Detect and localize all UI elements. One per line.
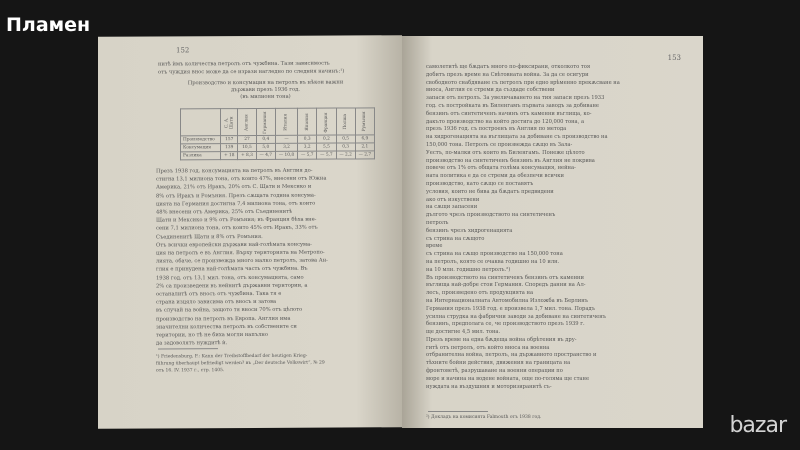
table-header-cell: Германия bbox=[256, 108, 275, 135]
footnote-separator-right bbox=[428, 411, 488, 412]
table-cell: — 2,7 bbox=[355, 151, 374, 159]
table-header-cell: Полша bbox=[336, 108, 355, 135]
text-line: производство на синтетиченъ бензинъ въ Англия не покрива bbox=[426, 157, 595, 164]
table-header-cell: Япония bbox=[298, 108, 317, 135]
table-header-cell: Франция bbox=[317, 108, 336, 135]
table-cell: — 2,2 bbox=[336, 151, 355, 159]
table-cell: 0,3 bbox=[298, 135, 317, 143]
text-line: 48% внесени отъ Америка, 25% отъ Съединенитѣ bbox=[156, 208, 293, 216]
text-line: петролъ bbox=[426, 219, 449, 226]
text-line: тѣхните бойни действия, движения на границата на bbox=[426, 360, 571, 367]
right-page-number: 153 bbox=[667, 54, 681, 62]
table-cell: 3,2 bbox=[275, 143, 297, 151]
text-line: Съединенитѣ Щати и 8% отъ Ромъния. bbox=[156, 233, 263, 241]
table-cell: 139 bbox=[221, 144, 238, 152]
table-cell: 0,4 bbox=[256, 135, 275, 143]
right-body-text bbox=[426, 64, 676, 391]
table-cell: — 5,7 bbox=[298, 151, 317, 159]
text-line: гитѣ отъ петролъ, отъ който вноса на военна bbox=[426, 344, 550, 351]
table-title-line: (въ милиони тона) bbox=[240, 93, 291, 101]
table-cell: 0,3 bbox=[336, 143, 355, 151]
right-page bbox=[402, 36, 703, 428]
text-line: отъ чуждия внос може да се изрази нагледно по следния начинъ:¹) bbox=[158, 68, 345, 76]
text-line: фронтоветѣ, разрушаване на военни операции по bbox=[426, 368, 563, 375]
text-line: територии, но тѣ не биха могли напълно bbox=[156, 331, 269, 339]
text-line: бензинъ, предполага се, че производството презъ 1939 г. bbox=[426, 321, 585, 328]
table-cell: 2,1 bbox=[355, 143, 374, 151]
text-line: на петролъ, която се очаква годишно на 10 илн. bbox=[426, 258, 560, 265]
table-cell: — 4,7 bbox=[256, 151, 275, 159]
text-line: съ стрина на сѫщо производство на 150,000 тона bbox=[426, 251, 563, 258]
text-line: лесъ, произведено отъ продукцията на bbox=[426, 290, 534, 297]
text-line: стигна 13,1 милиона тона, отъ които 47%, внесени отъ Южна bbox=[156, 175, 327, 183]
table-cell: + 8,3 bbox=[238, 151, 256, 159]
table-cell: — 5,7 bbox=[317, 151, 336, 159]
text-line: отбранителна война, петролъ, на държавното пространство и bbox=[426, 352, 597, 359]
text-line: значителни количества петролъ въ собствените си bbox=[156, 323, 297, 331]
text-line: ната политика е да се стреми да обезпечи всички bbox=[426, 173, 564, 180]
table-header-cell bbox=[181, 109, 221, 136]
text-line: на Интернационалната Автомобилна Изложба въ Берлинъ bbox=[426, 297, 588, 304]
text-line: цията на Германия достигна 7,4 милиона тона, отъ които bbox=[156, 200, 316, 208]
text-line: Германия презъ 1938 год. е произвела 1,7 мил. тона. Порадъ bbox=[426, 305, 595, 312]
table-title bbox=[158, 79, 373, 101]
table-cell: 6,9 bbox=[355, 135, 374, 143]
text-line: запаси отъ петролъ. За увеличаването на тия запаси презъ 1933 bbox=[426, 95, 605, 102]
overlay-name-label: Пламен bbox=[6, 14, 91, 36]
text-line: 2% са произведени въ нейнитѣ държавни територии, а bbox=[156, 282, 308, 290]
table-cell: 10,5 bbox=[238, 143, 256, 151]
table-cell: 0,5 bbox=[336, 135, 355, 143]
text-line: ция на петролъ е въ Англия. Върху територията на Метропо- bbox=[156, 249, 325, 257]
text-line: въ случай на война, защото тя вноси 70% отъ цѣлото bbox=[156, 307, 303, 314]
table-row-label: Производство bbox=[181, 136, 221, 144]
text-line: Въ производството на синтетиченъ бензинъ отъ каменни bbox=[426, 274, 584, 281]
table-title-line: Производство и консумация на петролъ въ нѣкои важни bbox=[187, 79, 344, 87]
text-line: на хидрогенацията на въглищата за добиване съ производство на bbox=[426, 134, 608, 141]
text-line: ако отъ изкуствени bbox=[426, 196, 480, 203]
left-intro-text bbox=[158, 59, 373, 77]
table-cell: 5,0 bbox=[256, 143, 275, 151]
footnote-line: ²) Докладъ на комисията Falmouth отъ 1938 год. bbox=[426, 415, 542, 420]
text-line: море и начина на водене войната, още по-голяма ще стане bbox=[426, 375, 590, 382]
open-book bbox=[98, 36, 703, 428]
left-footnote bbox=[156, 352, 374, 374]
text-line: презъ 1936 год. съ построенъ въ Англия по метода bbox=[426, 126, 567, 133]
table-header-cell: Румъния bbox=[355, 108, 374, 135]
table-cell: — 10,8 bbox=[275, 151, 297, 159]
footnote-separator bbox=[158, 348, 218, 349]
text-line: Америка, 21% отъ Иракъ, 20% отъ С. Щати и Мексико и bbox=[156, 184, 312, 191]
footnote-line: ¹) Friedensburg, F.: Kann der Treibstoffbedarf der heutigen Krieg- bbox=[156, 353, 308, 360]
text-line: на сѫщи запасени bbox=[426, 204, 478, 211]
table-cell: 157 bbox=[221, 136, 238, 144]
text-line: ще достигне 4,5 мил. тона. bbox=[426, 329, 501, 336]
text-line: Презъ 1938 год. консумацията на петролъ въ Англия до- bbox=[156, 167, 313, 175]
text-line: 1938 год. отъ 13,1 мил. тона, отъ консумацията, само bbox=[156, 274, 304, 282]
table-row-label: Консумация bbox=[181, 144, 221, 152]
text-line: условия, които не бива да бѫдатъ предвидени bbox=[426, 188, 554, 195]
text-line: дългото чрезъ производството на синтетиченъ bbox=[426, 212, 556, 219]
text-line: нитѣ ѝмъ количества петролъ отъ чужбина. Тази зависимость bbox=[158, 60, 330, 68]
table-row bbox=[181, 151, 375, 160]
table-header-cell: Италия bbox=[275, 108, 297, 135]
text-line: добитъ презъ време на Свѣтовната война. За да се осигури bbox=[426, 71, 589, 78]
text-line: Уестъ, по-малки отъ които въ Биленгамъ. Понеже цѣлото bbox=[426, 149, 585, 156]
text-line: останалитѣ отъ вносъ отъ чужбина. Така тя е bbox=[156, 290, 282, 298]
text-line: глия е принудена най-голѣмата часть отъ чужбина. Въ bbox=[156, 266, 308, 273]
text-line: бензинъ отъ синтетиченъ начинъ отъ каменни въглища, ко- bbox=[426, 110, 592, 117]
text-line: въглища най-добре стои Германия. Споредъ данни на Ал- bbox=[426, 282, 586, 289]
text-line: на 10 млн. годишно петролъ.²) bbox=[426, 266, 511, 273]
text-line: производство, като сѫщо се поставятъ bbox=[426, 180, 534, 187]
table-cell: 3,2 bbox=[298, 143, 317, 151]
text-line: нуждата на въздушния и моторизиранитѣ съ- bbox=[426, 383, 552, 390]
table-header-cell: Англия bbox=[238, 108, 256, 135]
table-title-line: държави презъ 1936 год. bbox=[231, 86, 300, 94]
right-footnote bbox=[426, 414, 676, 421]
table-row-label: Разлика bbox=[181, 152, 221, 160]
text-line: дакъто производство на който достига до 120,000 тона, а bbox=[426, 118, 585, 125]
text-line: Презъ време на една бѫдеща война обрѣтения въ дру- bbox=[426, 336, 577, 343]
text-line: сени 7,1 милиона тона, отъ които 45% отъ Иракъ, 33% отъ bbox=[156, 225, 318, 232]
text-line: год. съ постройката въ Биленгамъ първата заводъ за добиване bbox=[426, 102, 599, 109]
table-cell: 0,2 bbox=[317, 135, 336, 143]
left-page-number: 152 bbox=[176, 46, 190, 55]
text-line: бензинъ чрезъ хидрогенацията bbox=[426, 227, 513, 234]
left-body-text bbox=[156, 166, 374, 348]
table-cell: 27 bbox=[238, 135, 256, 143]
text-line: време bbox=[426, 243, 443, 250]
text-line: самолетитѣ ще бѫдатъ много по-фиксирани, отколкото тоя bbox=[426, 64, 591, 70]
text-line: страна изцяло зависима отъ вносъ и затова bbox=[156, 299, 277, 306]
table-header-cell: С. А. Щати bbox=[221, 109, 238, 136]
text-line: 150,000 тона. Петролъ се произвежда сѫщо въ Зала- bbox=[426, 141, 573, 148]
table-cell: 5,5 bbox=[317, 143, 336, 151]
left-page bbox=[98, 35, 402, 429]
footnote-line: führung überhaupt befriedigt werden? въ „Der deutsche Volkswirt“, № 29 bbox=[156, 360, 325, 367]
table-cell: — bbox=[275, 135, 297, 143]
bazar-watermark-logo: bazar bbox=[729, 413, 786, 438]
text-line: усилна струдка на фабрични заводи за добиване на синтетиченъ bbox=[426, 313, 606, 320]
text-line: да задоволятъ нуждитѣ ѝ. bbox=[156, 340, 228, 347]
text-line: съ стрина на сѫщото bbox=[426, 235, 485, 242]
footnote-line: отъ 16. IV. 1937 г., стр. 1405. bbox=[156, 368, 225, 374]
text-line: производство на петролъ въ Европа. Англия има bbox=[156, 315, 291, 323]
text-line: Отъ всички европейски държави най-голѣмата консума- bbox=[156, 241, 312, 249]
text-line: повече отъ 1% отъ общата голѣма консумация, нейна- bbox=[426, 165, 576, 172]
text-line: свободното снабдяване съ петролъ при едно врѣменно прекѫсване на bbox=[426, 79, 620, 86]
text-line: вноса, Англия се стреми да създаде собствени bbox=[426, 87, 555, 94]
text-line: лията, обаче, се произвежда много малко петролъ, затова Ан- bbox=[156, 257, 328, 265]
text-line: Щати и Мексико и 9% отъ Ромъния; въ Франция бѣха вне- bbox=[156, 216, 317, 224]
text-line: 8% отъ Иракъ и Ромъния. Презъ сѫщата година консума- bbox=[156, 192, 316, 200]
table-cell: + 18 bbox=[221, 152, 238, 160]
petroleum-table bbox=[180, 107, 375, 160]
